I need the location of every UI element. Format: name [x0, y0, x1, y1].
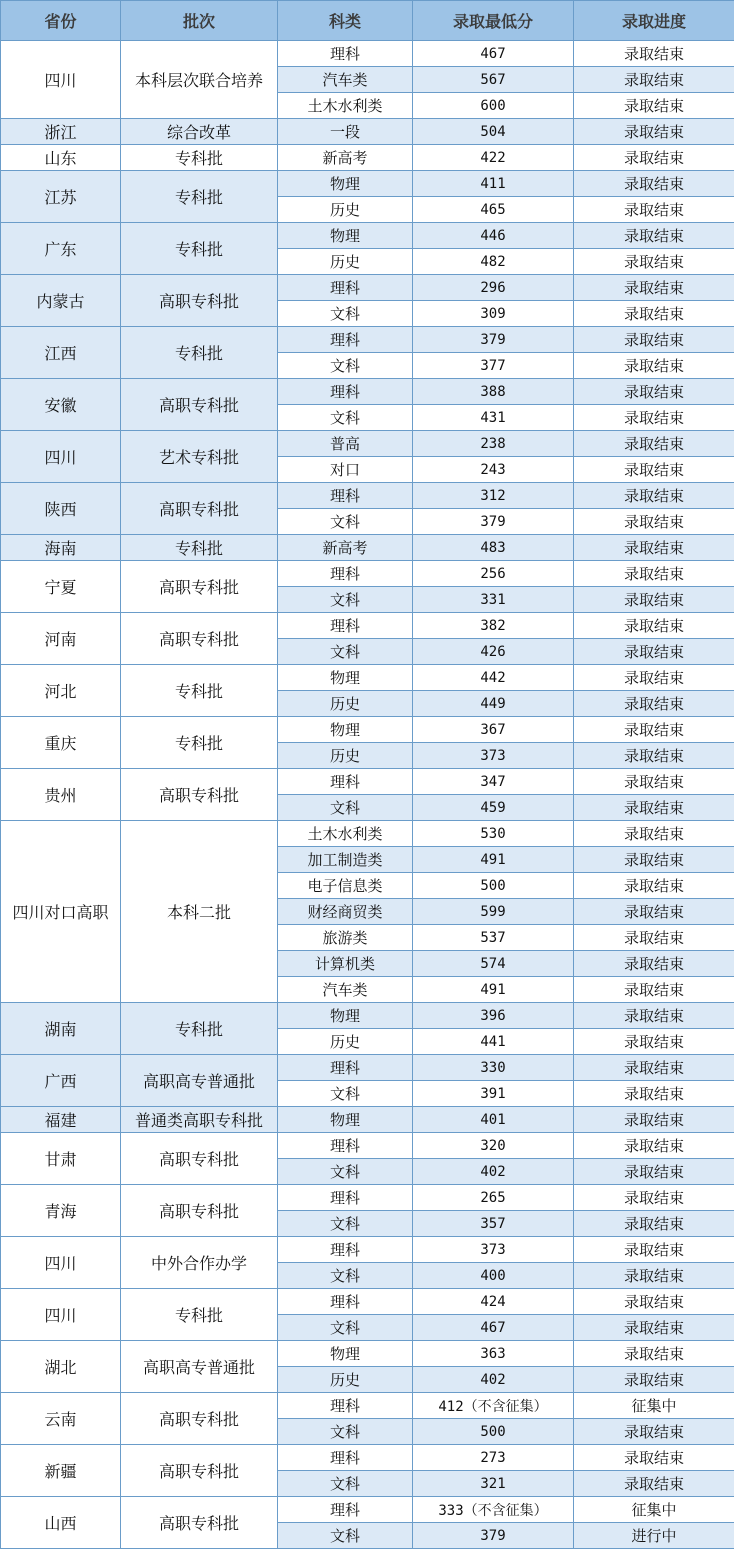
progress-cell: 录取结束 [574, 1133, 734, 1159]
progress-cell: 录取结束 [574, 119, 734, 145]
subject-cell: 土木水利类 [278, 93, 413, 119]
batch-cell: 高职高专普通批 [121, 1341, 278, 1393]
progress-cell: 录取结束 [574, 1081, 734, 1107]
province-cell: 福建 [1, 1107, 121, 1133]
batch-cell: 高职高专普通批 [121, 1055, 278, 1107]
min-score-cell: 446 [413, 223, 574, 249]
table-row [1, 561, 734, 587]
batch-cell: 高职专科批 [121, 1133, 278, 1185]
progress-cell: 录取结束 [574, 665, 734, 691]
table-row [1, 717, 734, 743]
header-province: 省份 [1, 1, 121, 41]
progress-cell: 录取结束 [574, 587, 734, 613]
subject-cell: 旅游类 [278, 925, 413, 951]
header-batch: 批次 [121, 1, 278, 41]
subject-cell: 一段 [278, 119, 413, 145]
subject-cell: 物理 [278, 1003, 413, 1029]
batch-cell: 高职专科批 [121, 769, 278, 821]
progress-cell: 录取结束 [574, 223, 734, 249]
min-score-cell: 296 [413, 275, 574, 301]
table-row [1, 1133, 734, 1159]
progress-cell: 录取结束 [574, 301, 734, 327]
subject-cell: 理科 [278, 769, 413, 795]
subject-cell: 物理 [278, 1341, 413, 1367]
min-score-cell: 256 [413, 561, 574, 587]
progress-cell: 录取结束 [574, 1471, 734, 1497]
min-score-cell: 459 [413, 795, 574, 821]
subject-cell: 文科 [278, 301, 413, 327]
min-score-cell: 567 [413, 67, 574, 93]
progress-cell: 录取结束 [574, 743, 734, 769]
subject-cell: 文科 [278, 509, 413, 535]
table-row [1, 41, 734, 67]
batch-cell: 专科批 [121, 717, 278, 769]
header-progress: 录取进度 [574, 1, 734, 41]
subject-cell: 理科 [278, 41, 413, 67]
progress-cell: 录取结束 [574, 145, 734, 171]
subject-cell: 历史 [278, 691, 413, 717]
progress-cell: 录取结束 [574, 93, 734, 119]
table-row [1, 223, 734, 249]
province-cell: 四川对口高职 [1, 821, 121, 1003]
min-score-cell: 243 [413, 457, 574, 483]
province-cell: 云南 [1, 1393, 121, 1445]
min-score-cell: 504 [413, 119, 574, 145]
subject-cell: 文科 [278, 405, 413, 431]
progress-cell: 录取结束 [574, 1159, 734, 1185]
progress-cell: 录取结束 [574, 275, 734, 301]
province-cell: 陕西 [1, 483, 121, 535]
batch-cell: 艺术专科批 [121, 431, 278, 483]
progress-cell: 征集中 [574, 1393, 734, 1419]
progress-cell: 录取结束 [574, 379, 734, 405]
progress-cell: 录取结束 [574, 457, 734, 483]
subject-cell: 理科 [278, 1055, 413, 1081]
province-cell: 四川 [1, 41, 121, 119]
min-score-cell: 599 [413, 899, 574, 925]
subject-cell: 物理 [278, 171, 413, 197]
progress-cell: 录取结束 [574, 431, 734, 457]
subject-cell: 物理 [278, 665, 413, 691]
batch-cell: 专科批 [121, 1003, 278, 1055]
min-score-cell: 321 [413, 1471, 574, 1497]
progress-cell: 录取结束 [574, 1341, 734, 1367]
table-row [1, 535, 734, 561]
batch-cell: 高职专科批 [121, 379, 278, 431]
progress-cell: 录取结束 [574, 925, 734, 951]
subject-cell: 物理 [278, 1107, 413, 1133]
batch-cell: 高职专科批 [121, 483, 278, 535]
min-score-cell: 265 [413, 1185, 574, 1211]
progress-cell: 录取结束 [574, 691, 734, 717]
progress-cell: 录取结束 [574, 535, 734, 561]
subject-cell: 理科 [278, 1497, 413, 1523]
progress-cell: 录取结束 [574, 951, 734, 977]
subject-cell: 文科 [278, 587, 413, 613]
subject-cell: 电子信息类 [278, 873, 413, 899]
batch-cell: 专科批 [121, 223, 278, 275]
subject-cell: 文科 [278, 1211, 413, 1237]
min-score-cell: 331 [413, 587, 574, 613]
subject-cell: 理科 [278, 327, 413, 353]
progress-cell: 录取结束 [574, 821, 734, 847]
min-score-cell: 465 [413, 197, 574, 223]
progress-cell: 录取结束 [574, 1419, 734, 1445]
batch-cell: 综合改革 [121, 119, 278, 145]
subject-cell: 财经商贸类 [278, 899, 413, 925]
min-score-cell: 373 [413, 1237, 574, 1263]
batch-cell: 专科批 [121, 535, 278, 561]
province-cell: 青海 [1, 1185, 121, 1237]
min-score-cell: 482 [413, 249, 574, 275]
min-score-cell: 379 [413, 509, 574, 535]
min-score-cell: 530 [413, 821, 574, 847]
table-row [1, 483, 734, 509]
min-score-cell: 483 [413, 535, 574, 561]
batch-cell: 专科批 [121, 327, 278, 379]
table-row [1, 1055, 734, 1081]
min-score-cell: 442 [413, 665, 574, 691]
progress-cell: 录取结束 [574, 1263, 734, 1289]
province-cell: 江西 [1, 327, 121, 379]
subject-cell: 理科 [278, 613, 413, 639]
province-cell: 浙江 [1, 119, 121, 145]
subject-cell: 物理 [278, 223, 413, 249]
subject-cell: 理科 [278, 1289, 413, 1315]
subject-cell: 文科 [278, 1081, 413, 1107]
batch-cell: 高职专科批 [121, 1185, 278, 1237]
min-score-cell: 333（不含征集） [413, 1497, 574, 1523]
subject-cell: 物理 [278, 717, 413, 743]
progress-cell: 录取结束 [574, 67, 734, 93]
batch-cell: 本科层次联合培养 [121, 41, 278, 119]
province-cell: 新疆 [1, 1445, 121, 1497]
progress-cell: 录取结束 [574, 1107, 734, 1133]
subject-cell: 理科 [278, 561, 413, 587]
min-score-cell: 402 [413, 1367, 574, 1393]
subject-cell: 文科 [278, 1523, 413, 1549]
subject-cell: 文科 [278, 1315, 413, 1341]
subject-cell: 新高考 [278, 145, 413, 171]
table-row [1, 1185, 734, 1211]
subject-cell: 历史 [278, 1367, 413, 1393]
min-score-cell: 491 [413, 847, 574, 873]
progress-cell: 录取结束 [574, 561, 734, 587]
batch-cell: 专科批 [121, 1289, 278, 1341]
min-score-cell: 411 [413, 171, 574, 197]
min-score-cell: 377 [413, 353, 574, 379]
subject-cell: 理科 [278, 1133, 413, 1159]
progress-cell: 录取结束 [574, 847, 734, 873]
min-score-cell: 320 [413, 1133, 574, 1159]
table-row [1, 171, 734, 197]
batch-cell: 本科二批 [121, 821, 278, 1003]
table-row [1, 1289, 734, 1315]
header-row [1, 1, 734, 41]
progress-cell: 录取结束 [574, 899, 734, 925]
province-cell: 山东 [1, 145, 121, 171]
min-score-cell: 537 [413, 925, 574, 951]
min-score-cell: 373 [413, 743, 574, 769]
min-score-cell: 431 [413, 405, 574, 431]
progress-cell: 录取结束 [574, 249, 734, 275]
table-row [1, 275, 734, 301]
subject-cell: 理科 [278, 1237, 413, 1263]
min-score-cell: 391 [413, 1081, 574, 1107]
province-cell: 内蒙古 [1, 275, 121, 327]
table-row [1, 327, 734, 353]
min-score-cell: 330 [413, 1055, 574, 1081]
batch-cell: 普通类高职专科批 [121, 1107, 278, 1133]
table-row [1, 379, 734, 405]
table-row [1, 769, 734, 795]
province-cell: 湖南 [1, 1003, 121, 1055]
progress-cell: 录取结束 [574, 405, 734, 431]
min-score-cell: 357 [413, 1211, 574, 1237]
progress-cell: 录取结束 [574, 613, 734, 639]
header-min-score: 录取最低分 [413, 1, 574, 41]
subject-cell: 文科 [278, 353, 413, 379]
progress-cell: 录取结束 [574, 795, 734, 821]
province-cell: 河南 [1, 613, 121, 665]
min-score-cell: 467 [413, 41, 574, 67]
subject-cell: 历史 [278, 249, 413, 275]
batch-cell: 专科批 [121, 171, 278, 223]
subject-cell: 文科 [278, 1263, 413, 1289]
subject-cell: 理科 [278, 1185, 413, 1211]
min-score-cell: 500 [413, 873, 574, 899]
progress-cell: 录取结束 [574, 353, 734, 379]
subject-cell: 理科 [278, 1393, 413, 1419]
batch-cell: 专科批 [121, 665, 278, 717]
province-cell: 海南 [1, 535, 121, 561]
progress-cell: 录取结束 [574, 1211, 734, 1237]
province-cell: 甘肃 [1, 1133, 121, 1185]
table-row [1, 119, 734, 145]
subject-cell: 汽车类 [278, 67, 413, 93]
min-score-cell: 574 [413, 951, 574, 977]
progress-cell: 录取结束 [574, 873, 734, 899]
progress-cell: 录取结束 [574, 977, 734, 1003]
subject-cell: 文科 [278, 639, 413, 665]
subject-cell: 土木水利类 [278, 821, 413, 847]
province-cell: 广东 [1, 223, 121, 275]
subject-cell: 历史 [278, 743, 413, 769]
min-score-cell: 309 [413, 301, 574, 327]
province-cell: 四川 [1, 1237, 121, 1289]
min-score-cell: 400 [413, 1263, 574, 1289]
progress-cell: 录取结束 [574, 41, 734, 67]
progress-cell: 录取结束 [574, 327, 734, 353]
table-row [1, 613, 734, 639]
batch-cell: 高职专科批 [121, 1393, 278, 1445]
table-row [1, 1237, 734, 1263]
progress-cell: 录取结束 [574, 717, 734, 743]
min-score-cell: 401 [413, 1107, 574, 1133]
min-score-cell: 491 [413, 977, 574, 1003]
progress-cell: 录取结束 [574, 1315, 734, 1341]
progress-cell: 录取结束 [574, 769, 734, 795]
progress-cell: 录取结束 [574, 1029, 734, 1055]
progress-cell: 录取结束 [574, 197, 734, 223]
progress-cell: 录取结束 [574, 1185, 734, 1211]
subject-cell: 汽车类 [278, 977, 413, 1003]
province-cell: 重庆 [1, 717, 121, 769]
subject-cell: 文科 [278, 1419, 413, 1445]
table-row [1, 145, 734, 171]
table-row [1, 1497, 734, 1523]
progress-cell: 录取结束 [574, 1003, 734, 1029]
min-score-cell: 238 [413, 431, 574, 457]
min-score-cell: 449 [413, 691, 574, 717]
batch-cell: 高职专科批 [121, 613, 278, 665]
table-row [1, 1341, 734, 1367]
province-cell: 广西 [1, 1055, 121, 1107]
subject-cell: 对口 [278, 457, 413, 483]
min-score-cell: 396 [413, 1003, 574, 1029]
table-row [1, 1107, 734, 1133]
table-row [1, 821, 734, 847]
subject-cell: 理科 [278, 483, 413, 509]
min-score-cell: 412（不含征集） [413, 1393, 574, 1419]
min-score-cell: 467 [413, 1315, 574, 1341]
subject-cell: 文科 [278, 1471, 413, 1497]
batch-cell: 高职专科批 [121, 1445, 278, 1497]
batch-cell: 中外合作办学 [121, 1237, 278, 1289]
province-cell: 湖北 [1, 1341, 121, 1393]
province-cell: 山西 [1, 1497, 121, 1549]
subject-cell: 计算机类 [278, 951, 413, 977]
batch-cell: 高职专科批 [121, 561, 278, 613]
province-cell: 宁夏 [1, 561, 121, 613]
table-row [1, 665, 734, 691]
header-subject: 科类 [278, 1, 413, 41]
progress-cell: 录取结束 [574, 1237, 734, 1263]
province-cell: 江苏 [1, 171, 121, 223]
batch-cell: 高职专科批 [121, 275, 278, 327]
table-body [1, 41, 734, 1549]
subject-cell: 普高 [278, 431, 413, 457]
table-row [1, 1445, 734, 1471]
subject-cell: 理科 [278, 379, 413, 405]
subject-cell: 理科 [278, 1445, 413, 1471]
progress-cell: 录取结束 [574, 1055, 734, 1081]
table-row [1, 1393, 734, 1419]
subject-cell: 历史 [278, 1029, 413, 1055]
min-score-cell: 367 [413, 717, 574, 743]
table-row [1, 1003, 734, 1029]
min-score-cell: 363 [413, 1341, 574, 1367]
min-score-cell: 347 [413, 769, 574, 795]
subject-cell: 文科 [278, 795, 413, 821]
min-score-cell: 441 [413, 1029, 574, 1055]
min-score-cell: 273 [413, 1445, 574, 1471]
progress-cell: 录取结束 [574, 509, 734, 535]
min-score-cell: 500 [413, 1419, 574, 1445]
subject-cell: 理科 [278, 275, 413, 301]
min-score-cell: 402 [413, 1159, 574, 1185]
province-cell: 四川 [1, 1289, 121, 1341]
min-score-cell: 422 [413, 145, 574, 171]
min-score-cell: 600 [413, 93, 574, 119]
province-cell: 河北 [1, 665, 121, 717]
progress-cell: 进行中 [574, 1523, 734, 1549]
subject-cell: 新高考 [278, 535, 413, 561]
province-cell: 四川 [1, 431, 121, 483]
progress-cell: 录取结束 [574, 1289, 734, 1315]
min-score-cell: 426 [413, 639, 574, 665]
province-cell: 贵州 [1, 769, 121, 821]
min-score-cell: 382 [413, 613, 574, 639]
table-row [1, 431, 734, 457]
subject-cell: 加工制造类 [278, 847, 413, 873]
batch-cell: 高职专科批 [121, 1497, 278, 1549]
batch-cell: 专科批 [121, 145, 278, 171]
subject-cell: 历史 [278, 197, 413, 223]
subject-cell: 文科 [278, 1159, 413, 1185]
min-score-cell: 379 [413, 327, 574, 353]
progress-cell: 录取结束 [574, 483, 734, 509]
progress-cell: 录取结束 [574, 171, 734, 197]
progress-cell: 录取结束 [574, 1367, 734, 1393]
min-score-cell: 424 [413, 1289, 574, 1315]
province-cell: 安徽 [1, 379, 121, 431]
min-score-cell: 312 [413, 483, 574, 509]
min-score-cell: 379 [413, 1523, 574, 1549]
progress-cell: 录取结束 [574, 639, 734, 665]
progress-cell: 录取结束 [574, 1445, 734, 1471]
min-score-cell: 388 [413, 379, 574, 405]
progress-cell: 征集中 [574, 1497, 734, 1523]
